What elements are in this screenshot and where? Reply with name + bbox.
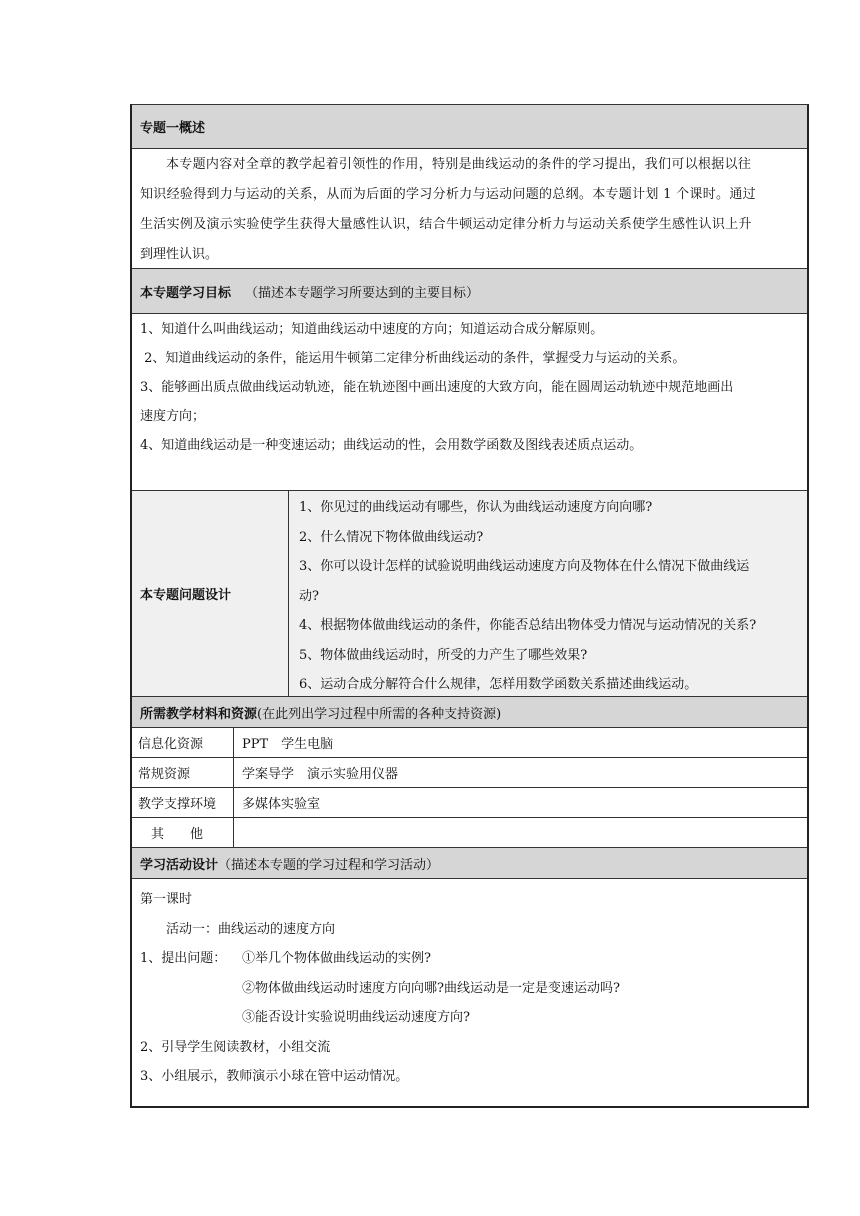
resources-subheading: (在此列出学习过程中所需的各种支持资源) — [257, 706, 502, 722]
question-item: 4、根据物体做曲线运动的条件，你能否总结出物体受力情况与运动情况的关系? — [299, 618, 757, 633]
goal-item: 2、知道曲线运动的条件，能运用牛顿第二定律分析曲线运动的条件，掌握受力与运动的关系。 — [140, 351, 686, 366]
goals-body — [132, 314, 807, 491]
resource-label: 其 他 — [132, 818, 234, 847]
overview-body — [132, 149, 807, 269]
goals-heading: 本专题学习目标 — [140, 285, 232, 301]
resources-heading: 所需教学材料和资源 — [140, 706, 258, 722]
question-item: 6、运动合成分解符合什么规律，怎样用数学函数关系描述曲线运动。 — [299, 677, 698, 692]
goal-item: 3、能够画出质点做曲线运动轨迹，能在轨迹图中画出速度的大致方向，能在圆周运动轨迹中规范地画出 — [140, 380, 734, 395]
activities-subheading: （描述本专题的学习过程和学习活动） — [218, 857, 440, 873]
resource-value — [234, 818, 807, 847]
goal-item: 1、知道什么叫曲线运动；知道曲线运动中速度的方向；知道运动合成分解原则。 — [140, 322, 604, 337]
goals-header — [132, 269, 807, 314]
overview-line: 知识经验得到力与运动的关系，从而为后面的学习分析力与运动问题的总纲。本专题计划 1 个课时。通过 — [140, 187, 756, 202]
overview-header — [132, 105, 807, 149]
overview-line: 生活实例及演示实验使学生获得大量感性认识，结合牛顿运动定律分析力与运动关系使学生感性认识上升 — [140, 217, 752, 232]
question-item: 2、什么情况下物体做曲线运动? — [299, 529, 484, 545]
resource-row — [132, 758, 807, 788]
resource-row — [132, 818, 807, 848]
question-item: 动? — [299, 588, 319, 604]
step-2: 2、引导学生阅读教材，小组交流 — [140, 1039, 331, 1055]
step-1-item: ②物体做曲线运动时速度方向向哪?曲线运动是一定是变速运动吗? — [242, 980, 620, 996]
step-1 — [140, 944, 799, 974]
overview-heading: 专题一概述 — [140, 121, 206, 136]
lesson-plan-table — [130, 104, 809, 1108]
activities-body — [132, 879, 807, 1106]
questions-list — [289, 491, 807, 696]
overview-line: 本专题内容对全章的教学起着引领性的作用，特别是曲线运动的条件的学习提出，我们可以根据以往 — [166, 157, 752, 172]
questions-row — [132, 491, 807, 697]
goals-subheading: （描述本专题学习所要达到的主要目标） — [245, 285, 480, 301]
lesson-label: 第一课时 — [140, 892, 193, 907]
resource-value: 多媒体实验室 — [242, 797, 321, 812]
step-1-item: ③能否设计实验说明曲线运动速度方向? — [242, 1010, 470, 1025]
resource-row — [132, 728, 807, 758]
activities-heading: 学习活动设计 — [140, 857, 219, 873]
questions-label: 本专题问题设计 — [132, 491, 289, 696]
goal-item: 4、知道曲线运动是一种变速运动；曲线运动的性，会用数学函数及图线表述质点运动。 — [140, 438, 643, 453]
activities-header — [132, 848, 807, 879]
question-item: 3、你可以设计怎样的试验说明曲线运动速度方向及物体在什么情况下做曲线运 — [299, 559, 750, 574]
resource-value: PPT 学生电脑 — [242, 737, 334, 752]
resource-label: 常规资源 — [132, 758, 234, 787]
overview-line: 到理性认识。 — [140, 247, 219, 262]
activity-title: 活动一：曲线运动的速度方向 — [166, 921, 336, 937]
resource-label: 信息化资源 — [132, 728, 234, 757]
step-3: 3、小组展示，教师演示小球在管中运动情况。 — [140, 1069, 409, 1084]
resource-label: 教学支撑环境 — [132, 788, 234, 817]
question-item: 5、物体做曲线运动时，所受的力产生了哪些效果? — [299, 647, 588, 663]
step-1-item: ①举几个物体做曲线运动的实例? — [242, 951, 431, 966]
resource-row — [132, 788, 807, 818]
question-item: 1、你见过的曲线运动有哪些，你认为曲线运动速度方向向哪? — [299, 500, 653, 515]
step-1-prefix: 1、提出问题： — [140, 951, 227, 966]
goal-item: 速度方向； — [140, 409, 206, 424]
resource-value: 学案导学 演示实验用仪器 — [242, 767, 399, 782]
resources-header — [132, 697, 807, 728]
